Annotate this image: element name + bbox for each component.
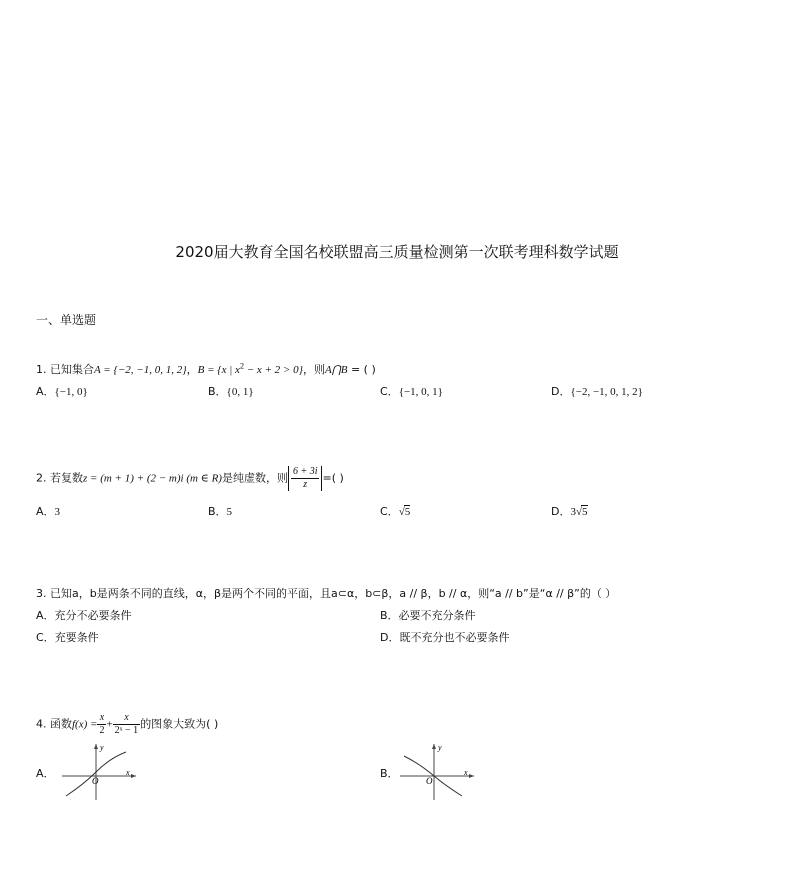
option-value: 既不充分也不必要条件 (399, 631, 510, 644)
q1-intersection: A⋂B (325, 364, 348, 376)
q4-fraction-1-num: x (97, 712, 106, 725)
question-2 (36, 466, 344, 491)
q2-option-b[interactable] (208, 503, 232, 519)
option-value: {0, 1} (226, 386, 254, 398)
option-label: B． (208, 505, 227, 518)
section-heading: 一、单选题 (36, 313, 97, 327)
question-4 (36, 712, 218, 737)
document-title: 2020届大教育全国名校联盟高三质量检测第一次联考理科数学试题 (175, 243, 619, 261)
option-value: 充分不必要条件 (54, 609, 132, 622)
q1-option-c[interactable] (380, 383, 443, 399)
option-value: 3 (54, 506, 61, 518)
q2-option-a[interactable] (36, 503, 60, 519)
option-value-sqrt: √5 (398, 506, 411, 518)
option-label: B． (380, 609, 399, 622)
q3-option-c[interactable] (36, 629, 99, 645)
option-label: D． (551, 505, 571, 518)
option-label: B． (380, 767, 399, 780)
q1-then: ，则 (303, 363, 325, 376)
q1-separator: ， (186, 363, 198, 376)
q2-denominator: z (303, 479, 308, 490)
x-axis-arrow (469, 774, 474, 778)
q2-option-d[interactable] (551, 503, 588, 519)
option-value-sqrt: 3√5 (570, 506, 588, 518)
q4-option-a[interactable] (36, 765, 55, 781)
q1-prefix: 1. 已知集合 (36, 363, 94, 376)
x-axis-arrow (131, 774, 136, 778)
y-axis-arrow (432, 744, 436, 749)
q1-option-b[interactable] (208, 383, 254, 399)
q4-fraction-2-den: 2ˣ − 1 (114, 725, 139, 736)
q3-option-d[interactable] (380, 629, 509, 645)
option-value: 必要不充分条件 (398, 609, 476, 622)
q4-fraction-1-den: 2 (99, 725, 105, 736)
origin-label: O (426, 776, 433, 786)
q2-expression: z = (m + 1) + (2 − m)i (m ∈ R) (83, 472, 222, 485)
q1-set-b-rest: − x + 2 > 0} (243, 364, 303, 376)
x-axis-label: x (464, 768, 468, 777)
option-label: D． (380, 631, 400, 644)
q3-option-a[interactable] (36, 607, 132, 623)
option-label: C． (380, 505, 399, 518)
question-3: 3. 已知a，b是两条不同的直线，α，β是两个不同的平面，且a⊂α，b⊂β，a // β，b // α，则“a // b”是“α // β”的（ ） (36, 587, 617, 600)
q4-option-b[interactable] (380, 765, 399, 781)
option-label: A． (36, 609, 55, 622)
option-label: A． (36, 385, 55, 398)
option-value: 充要条件 (54, 631, 99, 644)
q4-plus: + (106, 718, 113, 731)
q2-fraction (291, 466, 320, 491)
q4-fraction-2 (113, 712, 141, 737)
option-value: {−2, −1, 0, 1, 2} (570, 386, 643, 398)
y-axis-label: y (100, 743, 104, 752)
y-axis-label: y (438, 743, 442, 752)
y-axis-arrow (94, 744, 98, 749)
coefficient: 3 (570, 506, 576, 518)
q3-option-b[interactable] (380, 607, 476, 623)
option-value: {−1, 0, 1} (398, 386, 443, 398)
option-value: 5 (226, 506, 233, 518)
q4-fraction-2-num: x (113, 712, 141, 725)
option-label: C． (380, 385, 399, 398)
radicand: 5 (404, 506, 411, 518)
origin-label: O (92, 776, 99, 786)
q1-set-a: A = {−2, −1, 0, 1, 2} (94, 364, 187, 376)
q2-numerator: 6 + 3i (292, 466, 318, 477)
radicand: 5 (582, 506, 588, 518)
q2-prefix: 2. 若复数 (36, 471, 83, 485)
q1-option-a[interactable] (36, 383, 88, 399)
x-axis-label: x (126, 768, 130, 777)
q1-set-b: B = {x | x (197, 364, 240, 376)
q4-graph-b[interactable] (398, 740, 478, 802)
q2-tail: =( ) (322, 471, 344, 485)
option-label: A． (36, 767, 55, 780)
option-label: A． (36, 505, 55, 518)
q1-tail: = ( ) (347, 363, 376, 376)
q1-exponent: 2 (239, 361, 244, 371)
q4-tail: 的图象大致为( ) (140, 717, 219, 731)
q4-graph-a[interactable] (60, 740, 140, 802)
q4-function: f(x) = (72, 718, 98, 731)
q2-option-c[interactable] (380, 503, 410, 519)
q4-prefix: 4. 函数 (36, 717, 72, 731)
q2-modulus (288, 466, 323, 491)
question-1 (36, 361, 376, 377)
option-value: {−1, 0} (54, 386, 88, 398)
q1-option-d[interactable] (551, 383, 643, 399)
q2-mid: 是纯虚数，则 (221, 471, 288, 485)
option-label: C． (36, 631, 55, 644)
option-label: D． (551, 385, 571, 398)
option-label: B． (208, 385, 227, 398)
